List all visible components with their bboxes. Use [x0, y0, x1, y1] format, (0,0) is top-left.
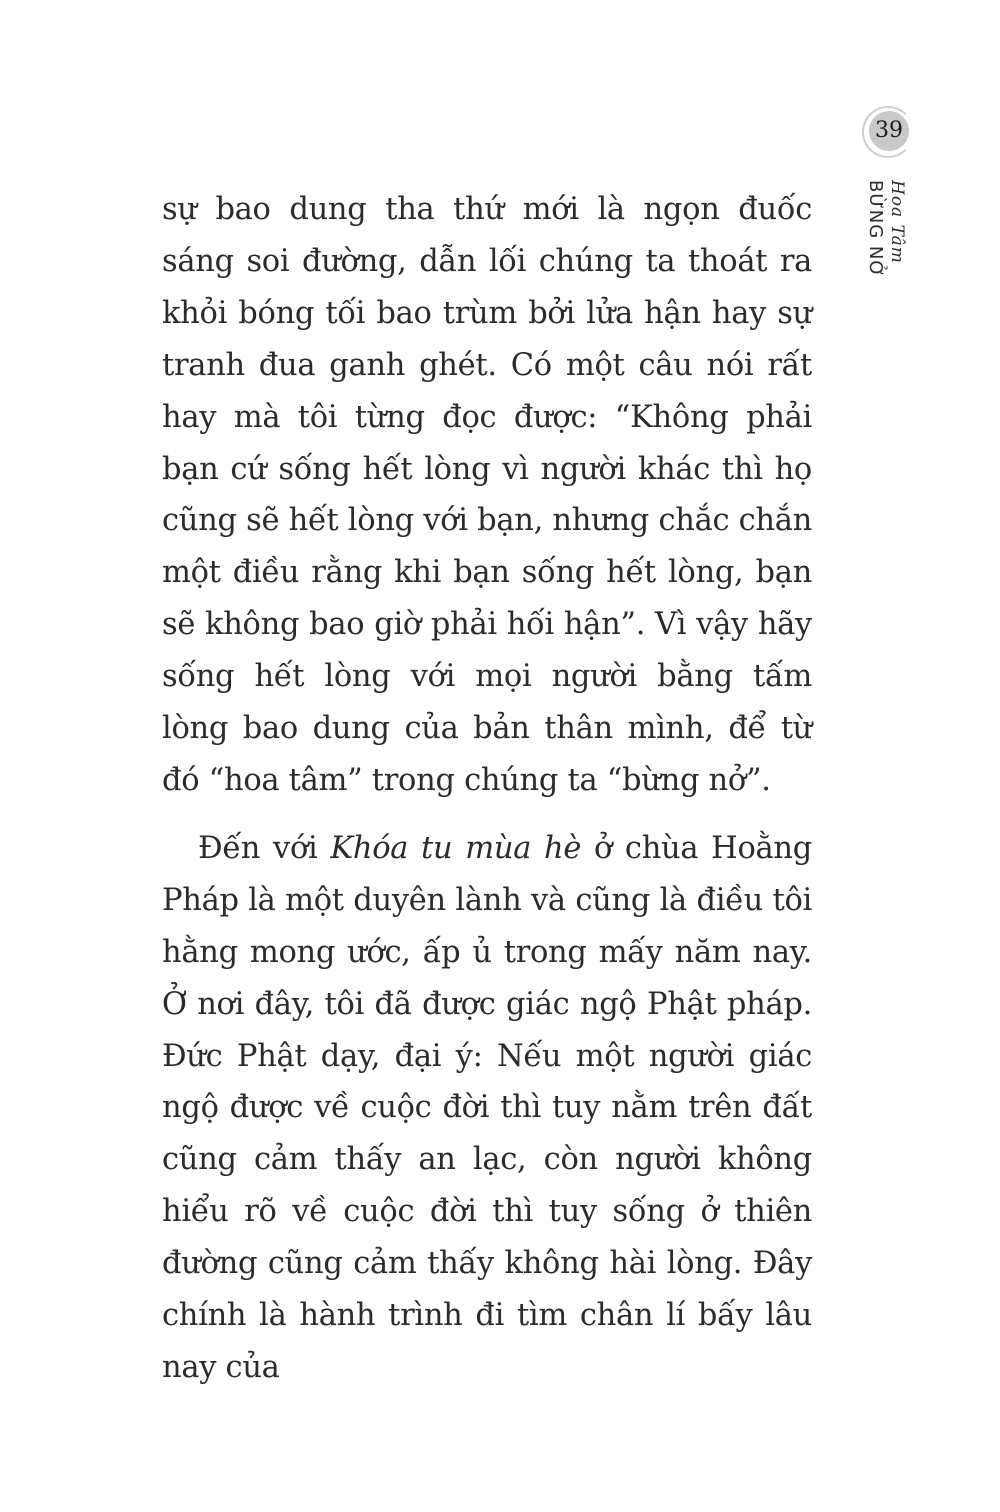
running-title — [850, 180, 940, 290]
page-number: 39 — [875, 118, 903, 143]
paragraph-2-lead: Đến với — [198, 830, 331, 866]
body-text — [162, 184, 812, 1394]
running-title-script: Hoa Tâm — [887, 180, 907, 264]
paragraph-2-italic-title: Khóa tu mùa hè — [330, 830, 582, 866]
paragraph-2 — [162, 823, 812, 1394]
paragraph-2-rest: ở chùa Hoằng Pháp là một duyên lành và cũng là điều tôi hằng mong ước, ấp ủ trong mấy năm nay. Ở nơi đây, tôi đã được giác ngộ Phật pháp. Đức Phật dạy, đại ý: Nếu một người giác ngộ được về cuộc đời thì tuy nằm trên đất cũng cảm thấy an lạc, còn người không hiểu rõ về cuộc đời thì tuy sống ở thiên đường cũng cảm thấy không hài lòng. Đây chính là hành trình đi tìm chân lí bấy lâu nay của — [162, 830, 812, 1385]
running-title-caps: BỪNG NỞ — [865, 180, 886, 278]
page-number-badge — [862, 106, 912, 156]
paragraph-1: sự bao dung tha thứ mới là ngọn đuốc sáng soi đường, dẫn lối chúng ta thoát ra khỏi bóng tối bao trùm bởi lửa hận hay sự tranh đua ganh ghét. Có một câu nói rất hay mà tôi từng đọc được: “Không phải bạn cứ sống hết lòng vì người khác thì họ cũng sẽ hết lòng với bạn, nhưng chắc chắn một điều rằng khi bạn sống hết lòng, bạn sẽ không bao giờ phải hối hận”. Vì vậy hãy sống hết lòng với mọi người bằng tấm lòng bao dung của bản thân mình, để từ đó “hoa tâm” trong chúng ta “bừng nở”. — [162, 192, 812, 798]
